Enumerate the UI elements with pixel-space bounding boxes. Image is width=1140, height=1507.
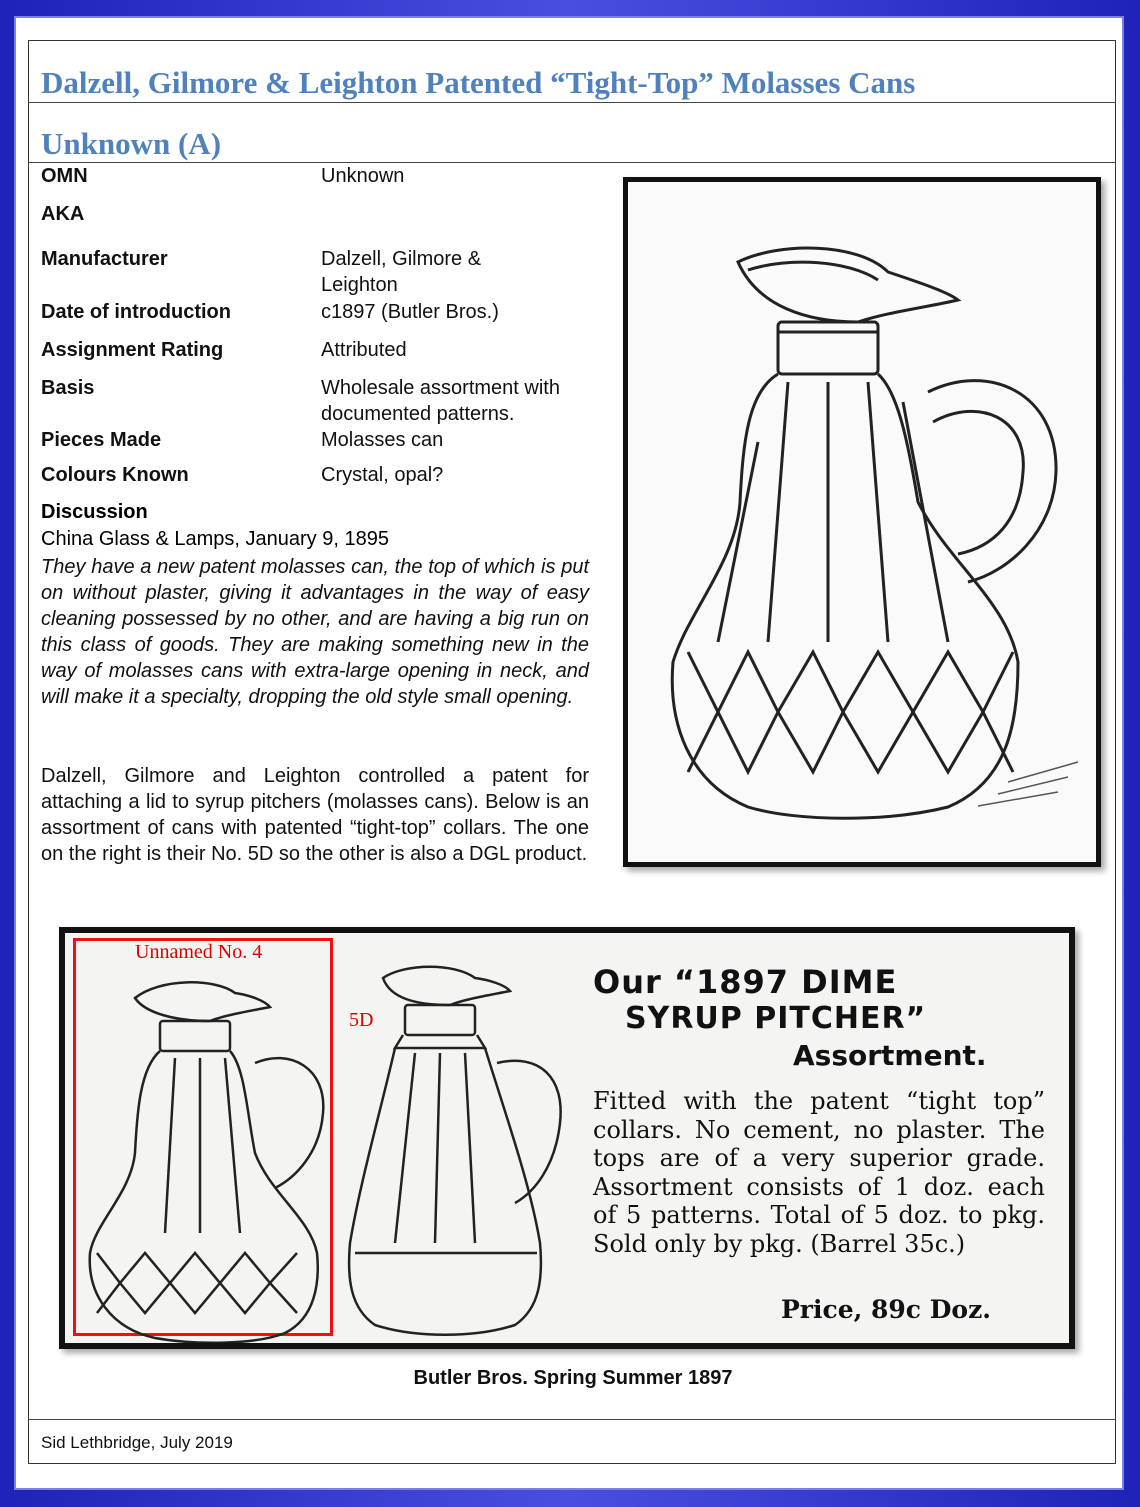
advert-scan [59, 927, 1075, 1349]
field-label-aka: AKA [41, 203, 85, 225]
field-label-date: Date of introduction [41, 301, 231, 323]
label-5d: 5D [349, 1009, 374, 1031]
pitcher-illustration [623, 177, 1101, 867]
document-page [28, 40, 1116, 1464]
figure-caption: Butler Bros. Spring Summer 1897 [413, 1367, 733, 1389]
field-label-colours: Colours Known [41, 464, 189, 486]
advert-headline-3: Assortment. [793, 1039, 987, 1072]
discussion-quote: They have a new patent molasses can, the top of which is put on without plaster, giving it advantages in the way of easy cleaning possessed by no other, and are having a big run on this class of goods. They are making something new in the way of molasses cans with extra-large opening in neck, and will make it a specialty, dropping the old style small opening. [41, 556, 589, 708]
label-unnamed-no4: Unnamed No. 4 [135, 941, 263, 963]
field-value-colours: Crystal, opal? [321, 464, 444, 486]
discussion-paragraph: Dalzell, Gilmore and Leighton controlled a patent for attaching a lid to syrup pitchers (molasses cans). Below is an assortment of cans with patented “tight-top” collars. The one on the right is their No. 5D so the other is also a DGL product. [41, 765, 589, 865]
footer-rule [29, 1419, 1115, 1420]
field-label-omn: OMN [41, 165, 88, 187]
field-value-manufacturer: Dalzell, Gilmore & Leighton [321, 248, 482, 296]
title-rule [29, 102, 1115, 103]
pitcher-drawing [628, 182, 1096, 862]
field-value-rating: Attributed [321, 339, 407, 361]
advert-body: Fitted with the patent “tight top” collars. No cement, no plaster. The tops are of a very superior grade. Assortment consists of 1 doz. each of 5 patterns. Total of 5 doz. to pkg. Sold only by pkg. (Barrel 35c.) [593, 1087, 1045, 1258]
advert-headline-1: Our “1897 DIME [593, 963, 898, 1001]
field-value-basis: Wholesale assortment with documented patterns. [321, 377, 560, 425]
discussion-source: China Glass & Lamps, January 9, 1895 [41, 528, 389, 550]
advert-price: Price, 89c Doz. [781, 1295, 991, 1324]
footer-author: Sid Lethbridge, July 2019 [41, 1433, 233, 1452]
field-value-omn: Unknown [321, 165, 405, 187]
field-value-date: c1897 (Butler Bros.) [321, 301, 499, 323]
discussion-heading: Discussion [41, 501, 148, 523]
page-subtitle: Unknown (A) [41, 126, 222, 161]
field-value-pieces: Molasses can [321, 429, 444, 451]
field-label-manufacturer: Manufacturer [41, 248, 168, 270]
field-label-pieces: Pieces Made [41, 429, 162, 451]
advert-headline-2: SYRUP PITCHER” [625, 1001, 927, 1036]
field-label-basis: Basis [41, 377, 95, 399]
field-label-rating: Assignment Rating [41, 339, 224, 361]
page-title: Dalzell, Gilmore & Leighton Patented “Tight-Top” Molasses Cans [41, 65, 916, 100]
advert-pitchers-drawing [65, 933, 585, 1343]
